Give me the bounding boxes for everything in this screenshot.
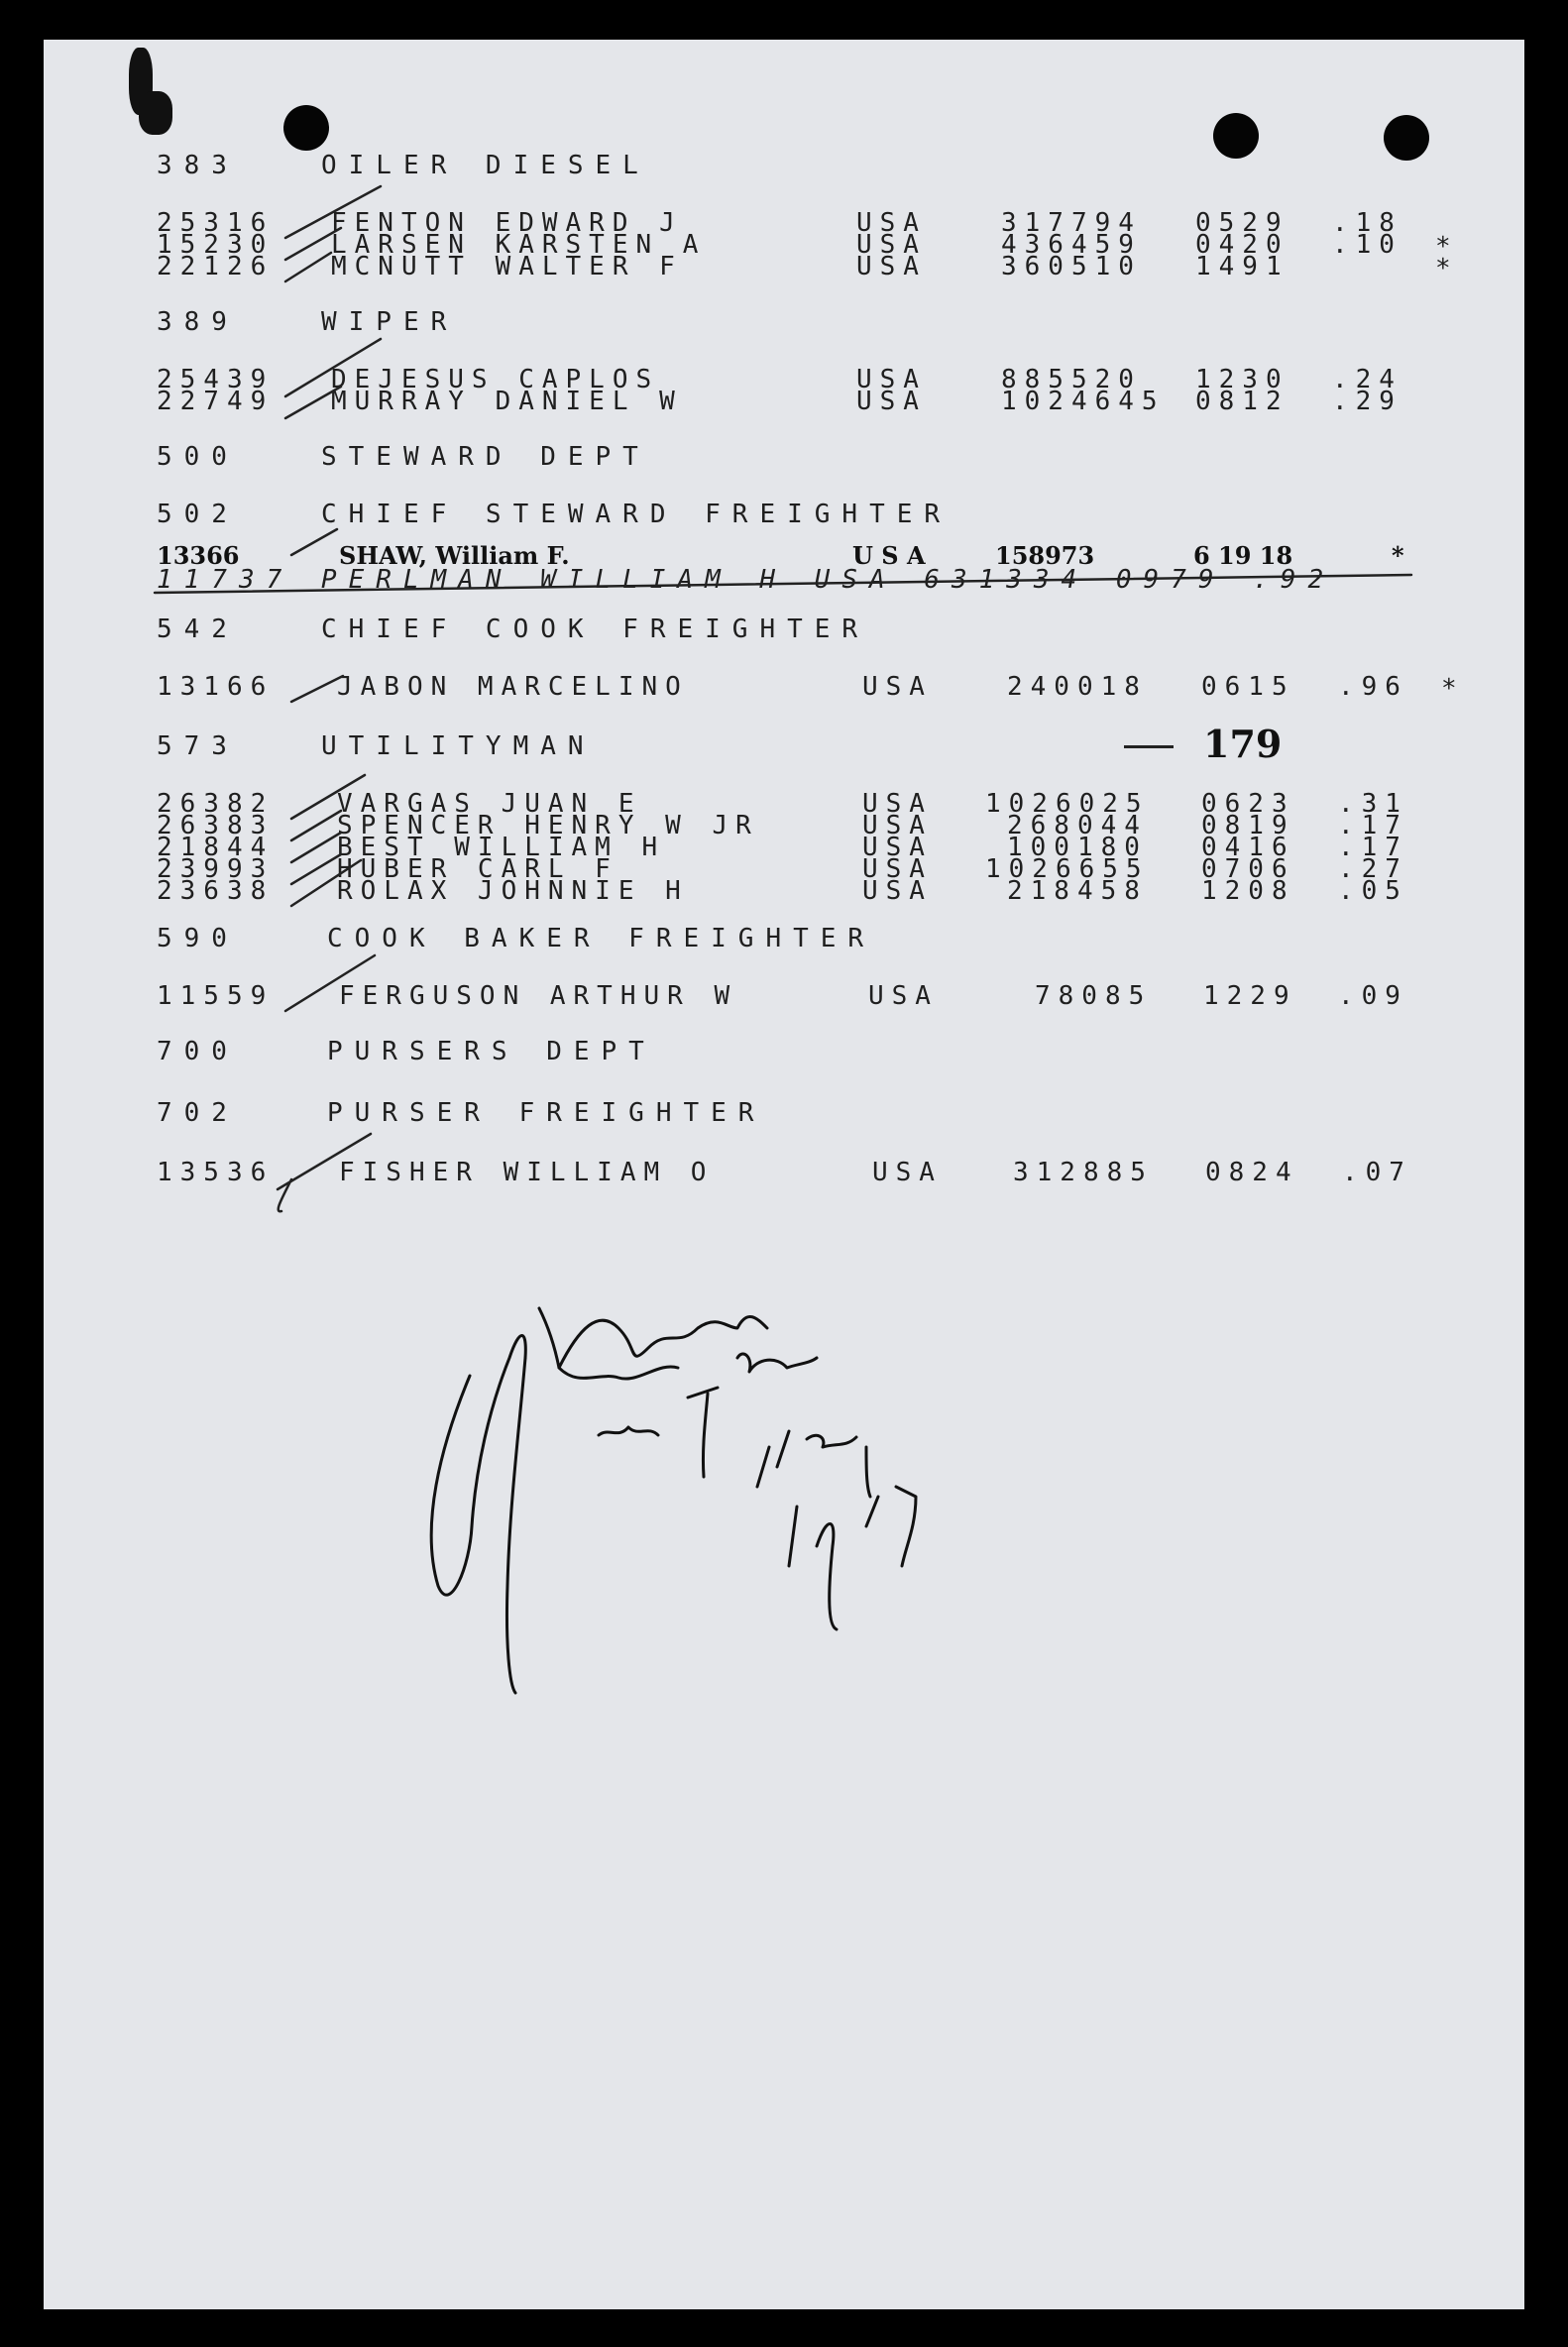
crew-nationality: USA [856,252,927,281]
crew-id: 23638 [157,876,275,906]
crew-nationality: USA [856,208,927,238]
signature [431,1308,916,1693]
crew-code: 1491 [1195,252,1289,281]
crew-name: MCNUTT WALTER F [331,252,683,281]
crew-nationality: USA [862,789,933,819]
crew-nationality: USA [862,876,933,906]
crew-number: 1026025 [985,789,1150,819]
crew-name: ROLAX JOHNNIE H [337,876,689,906]
crew-nationality: USA [862,811,933,840]
crew-number: 78085 [1035,981,1153,1011]
check-mark [285,339,381,396]
crew-nationality: USA [862,672,933,702]
strike-through [155,575,1411,593]
crew-rate: .27 [1338,854,1408,884]
crew-number: 312885 [1013,1158,1154,1187]
asterisk-mark: * [1441,674,1465,704]
section-code: 389 [157,307,239,337]
crew-name: FISHER WILLIAM O [339,1158,715,1187]
steward-name: SHAW, William F. [339,541,570,570]
struck-out-entry: 11737 PERLMAN WILLIAM H USA 631334 0979 .92 [157,565,1336,595]
steward-nationality: U S A [852,541,926,570]
crew-id: 22749 [157,387,275,416]
section-code: 383 [157,151,239,180]
check-mark [291,676,343,702]
section-code: 502 [157,500,239,529]
crew-id: 15230 [157,230,275,260]
crew-number: 436459 [1001,230,1142,260]
section-title: CHIEF COOK FREIGHTER [321,615,870,644]
check-mark [285,955,375,1011]
page-number: 179 [1203,722,1283,766]
crew-rate: .31 [1338,789,1408,819]
section-code: 573 [157,731,239,761]
steward-id: 13366 [157,541,240,570]
check-mark [285,186,381,238]
crew-name: DEJESUS CAPLOS [331,365,660,394]
crew-number: 100180 [1007,833,1148,862]
crew-nationality: USA [856,387,927,416]
crew-name: FENTON EDWARD J [331,208,683,238]
crew-code: 0819 [1201,811,1295,840]
crew-name: FERGUSON ARTHUR W [339,981,738,1011]
section-title: PURSERS DEPT [327,1037,656,1066]
crew-rate: .09 [1338,981,1408,1011]
crew-number: 885520 [1001,365,1142,394]
crew-code: 1208 [1201,876,1295,906]
crew-nationality: USA [856,365,927,394]
crew-rate: .18 [1332,208,1402,238]
crew-number: 360510 [1001,252,1142,281]
steward-number: 158973 [995,541,1095,570]
crew-id: 13536 [157,1158,275,1187]
crew-nationality: USA [862,833,933,862]
asterisk-mark: * [1392,541,1404,570]
crew-id: 26382 [157,789,275,819]
section-code: 700 [157,1037,239,1066]
check-mark [291,529,337,555]
section-code: 500 [157,442,239,472]
crew-name: LARSEN KARSTEN A [331,230,707,260]
crew-id: 26383 [157,811,275,840]
crew-id: 23993 [157,854,275,884]
crew-rate: .17 [1338,811,1408,840]
crew-name: BEST WILLIAM H [337,833,666,862]
crew-code: 0615 [1201,672,1295,702]
section-code: 542 [157,615,239,644]
crew-code: 0420 [1195,230,1289,260]
crew-number: 317794 [1001,208,1142,238]
crew-rate: .05 [1338,876,1408,906]
steward-date: 6 19 18 [1193,541,1293,570]
crew-code: 0529 [1195,208,1289,238]
crew-rate: .07 [1342,1158,1412,1187]
crew-rate: .10 [1332,230,1402,260]
section-title: STEWARD DEPT [321,442,650,472]
section-title: PURSER FREIGHTER [327,1098,766,1128]
crew-id: 11559 [157,981,275,1011]
handwriting-layer [44,40,1524,2309]
asterisk-mark: * [1435,232,1459,262]
section-title: COOK BAKER FREIGHTER [327,924,876,953]
crew-name: JABON MARCELINO [337,672,689,702]
crew-code: 0706 [1201,854,1295,884]
crew-code: 0812 [1195,387,1289,416]
crew-rate: .24 [1332,365,1402,394]
crew-number: 1026655 [985,854,1150,884]
section-title: OILER DIESEL [321,151,650,180]
crew-code: 0623 [1201,789,1295,819]
crew-rate: .96 [1338,672,1408,702]
crew-name: MURRAY DANIEL W [331,387,683,416]
crew-code: 0824 [1205,1158,1299,1187]
crew-nationality: USA [868,981,939,1011]
section-title: WIPER [321,307,459,337]
section-title: UTILITYMAN [321,731,596,761]
crew-id: 13166 [157,672,275,702]
crew-name: HUBER CARL F [337,854,618,884]
section-code: 702 [157,1098,239,1128]
section-code: 590 [157,924,239,953]
crew-name: VARGAS JUAN E [337,789,642,819]
crew-code: 1230 [1195,365,1289,394]
crew-code: 0416 [1201,833,1295,862]
document-page [44,40,1524,2309]
check-mark [291,775,365,819]
crew-name: SPENCER HENRY W JR [337,811,759,840]
crew-code: 1229 [1203,981,1297,1011]
asterisk-mark: * [1435,254,1459,283]
crew-nationality: USA [862,854,933,884]
crew-nationality: USA [872,1158,943,1187]
crew-nationality: USA [856,230,927,260]
crew-number: 268044 [1007,811,1148,840]
crew-id: 25316 [157,208,275,238]
crew-number: 240018 [1007,672,1148,702]
crew-id: 21844 [157,833,275,862]
crew-number: 218458 [1007,876,1148,906]
crew-id: 25439 [157,365,275,394]
check-mark [291,860,361,906]
crew-number: 1024645 [1001,387,1166,416]
crew-id: 22126 [157,252,275,281]
section-title: CHIEF STEWARD FREIGHTER [321,500,952,529]
crew-rate: .17 [1338,833,1408,862]
crew-rate: .29 [1332,387,1402,416]
